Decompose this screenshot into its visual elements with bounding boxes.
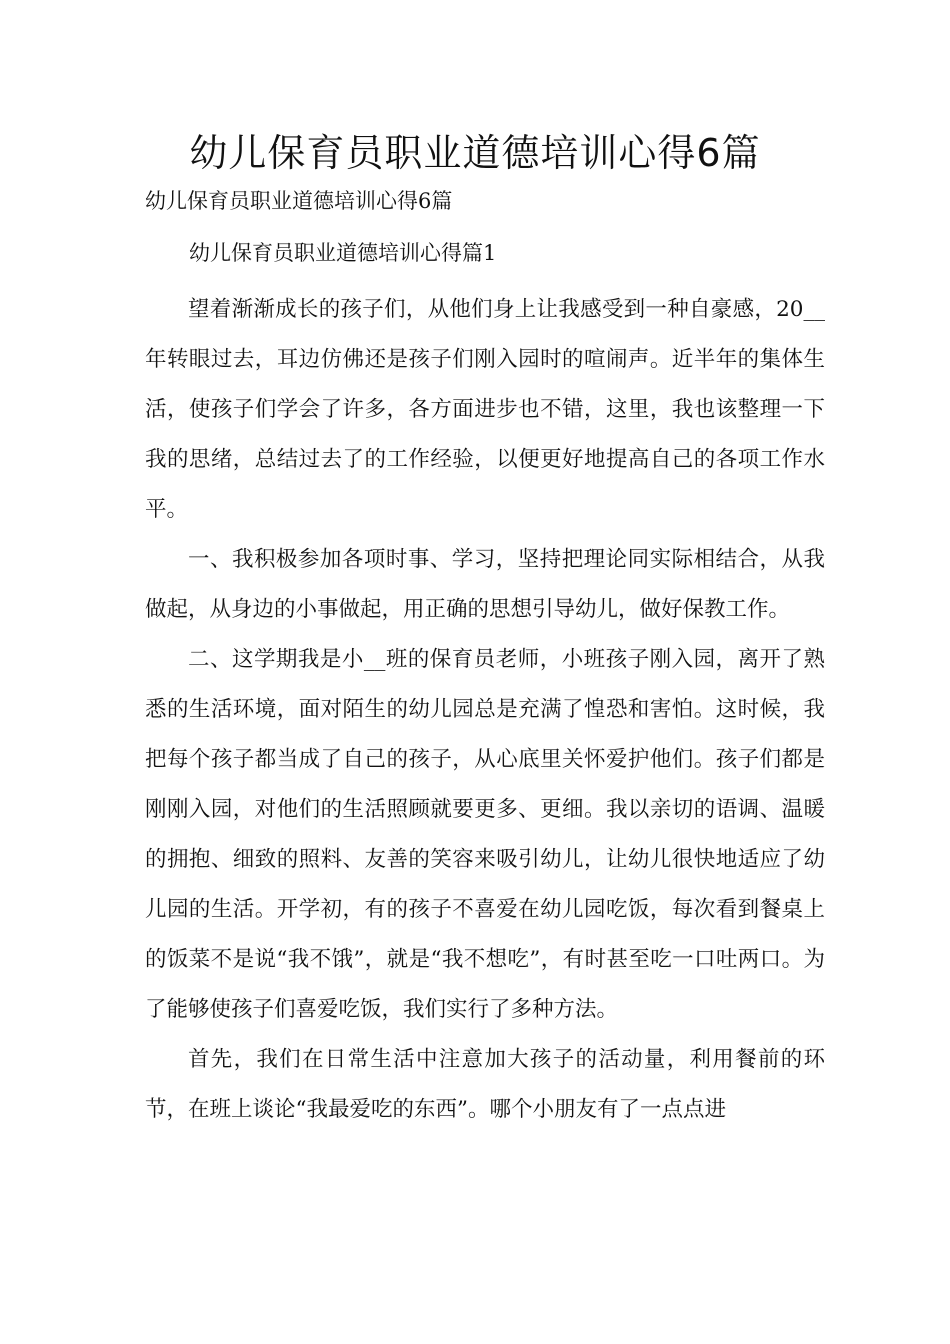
document-subtitle: 幼儿保育员职业道德培训心得6篇 bbox=[145, 189, 453, 213]
paragraph: 一、我积极参加各项时事、学习，坚持把理论同实际相结合，从我做起，从身边的小事做起，用正确的思想引导幼儿，做好保教工作。 bbox=[145, 547, 825, 622]
section-heading: 幼儿保育员职业道德培训心得篇1 bbox=[189, 241, 497, 265]
paragraph: 首先，我们在日常生活中注意加大孩子的活动量，利用餐前的环节，在班上谈论“我最爱吃的东西”。哪个小朋友有了一点点进 bbox=[145, 1047, 825, 1122]
paragraph: 望着渐渐成长的孩子们，从他们身上让我感受到一种自豪感，20__年转眼过去，耳边仿佛还是孩子们刚入园时的喧闹声。近半年的集体生活，使孩子们学会了许多，各方面进步也不错，这里，我也该整理一下我的思绪，总结过去了的工作经验，以便更好地提高自己的各项工作水平。 bbox=[145, 297, 825, 522]
document-title: 幼儿保育员职业道德培训心得6篇 bbox=[189, 131, 761, 175]
paragraph: 二、这学期我是小__班的保育员老师，小班孩子刚入园，离开了熟悉的生活环境，面对陌生的幼儿园总是充满了惶恐和害怕。这时候，我把每个孩子都当成了自己的孩子，从心底里关怀爱护他们。孩子们都是刚刚入园，对他们的生活照顾就要更多、更细。我以亲切的语调、温暖的拥抱、细致的照料、友善的笑容来吸引幼儿，让幼儿很快地适应了幼儿园的生活。开学初，有的孩子不喜爱在幼儿园吃饭，每次看到餐桌上的饭菜不是说“我不饿”，就是“我不想吃”，有时甚至吃一口吐两口。为了能够使孩子们喜爱吃饭，我们实行了多种方法。 bbox=[145, 647, 825, 1022]
document-body bbox=[145, 285, 825, 1135]
